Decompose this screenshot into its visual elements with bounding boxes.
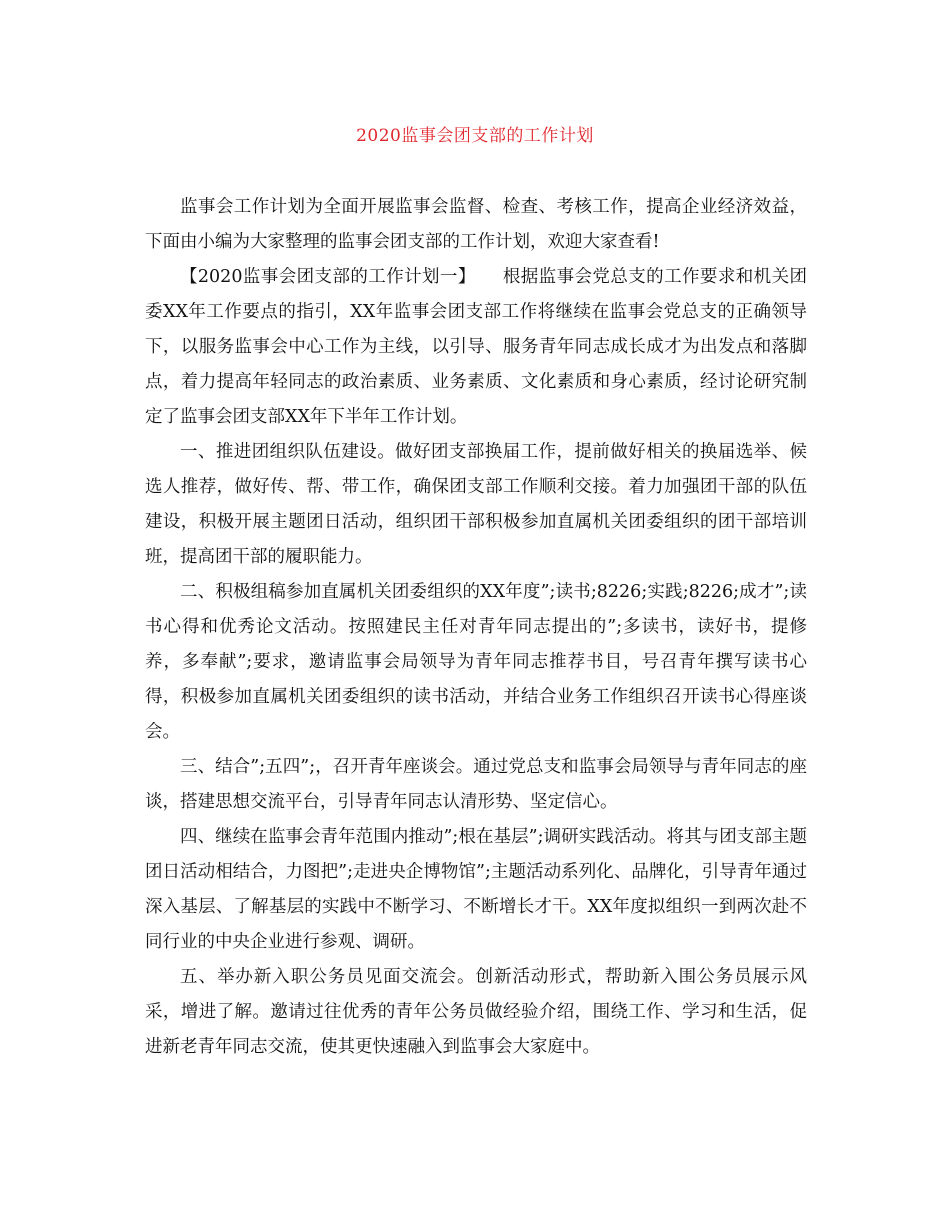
paragraph-item-4: 四、继续在监事会青年范围内推动”;根在基层”;调研实践活动。将其与团支部主题团日活动相结合，力图把”;走进央企博物馆”;主题活动系列化、品牌化，引导青年通过深入基层、了解基层的实践中不断学习、不断增长才干。XX年度拟组织一到两次赴不同行业的中央企业进行参观、调研。	[145, 827, 807, 952]
paragraph-item-1: 一、推进团组织队伍建设。做好团支部换届工作，提前做好相关的换届选举、候选人推荐，做好传、帮、带工作，确保团支部工作顺利交接。着力加强团干部的队伍建设，积极开展主题团日活动，组织团干部积极参加直属机关团委组织的团干部培训班，提高团干部的履职能力。	[145, 442, 807, 567]
document-body	[145, 190, 807, 1065]
paragraph-intro: 监事会工作计划为全面开展监事会监督、检查、考核工作，提高企业经济效益，下面由小编为大家整理的监事会团支部的工作计划，欢迎大家查看!	[145, 197, 807, 252]
paragraph-item-3: 三、结合”;五四”;，召开青年座谈会。通过党总支和监事会局领导与青年同志的座谈，搭建思想交流平台，引导青年同志认清形势、坚定信心。	[145, 757, 807, 812]
paragraph-plan-one: 【2020监事会团支部的工作计划一】 根据监事会党总支的工作要求和机关团委XX年工作要点的指引，XX年监事会团支部工作将继续在监事会党总支的正确领导下，以服务监事会中心工作为主线，以引导、服务青年同志成长成才为出发点和落脚点，着力提高年轻同志的政治素质、业务素质、文化素质和身心素质，经讨论研究制定了监事会团支部XX年下半年工作计划。	[145, 267, 807, 427]
paragraph-item-2: 二、积极组稿参加直属机关团委组织的XX年度”;读书;8226;实践;8226;成才”;读书心得和优秀论文活动。按照建民主任对青年同志提出的”;多读书，读好书，提修养，多奉献”;要求，邀请监事会局领导为青年同志推荐书目，号召青年撰写读书心得，积极参加直属机关团委组织的读书活动，并结合业务工作组织召开读书心得座谈会。	[145, 582, 807, 742]
paragraph-item-5: 五、举办新入职公务员见面交流会。创新活动形式，帮助新入围公务员展示风采，增进了解。邀请过往优秀的青年公务员做经验介绍，围绕工作、学习和生活，促进新老青年同志交流，使其更快速融入到监事会大家庭中。	[145, 967, 807, 1057]
document-title: 2020监事会团支部的工作计划	[356, 126, 594, 146]
